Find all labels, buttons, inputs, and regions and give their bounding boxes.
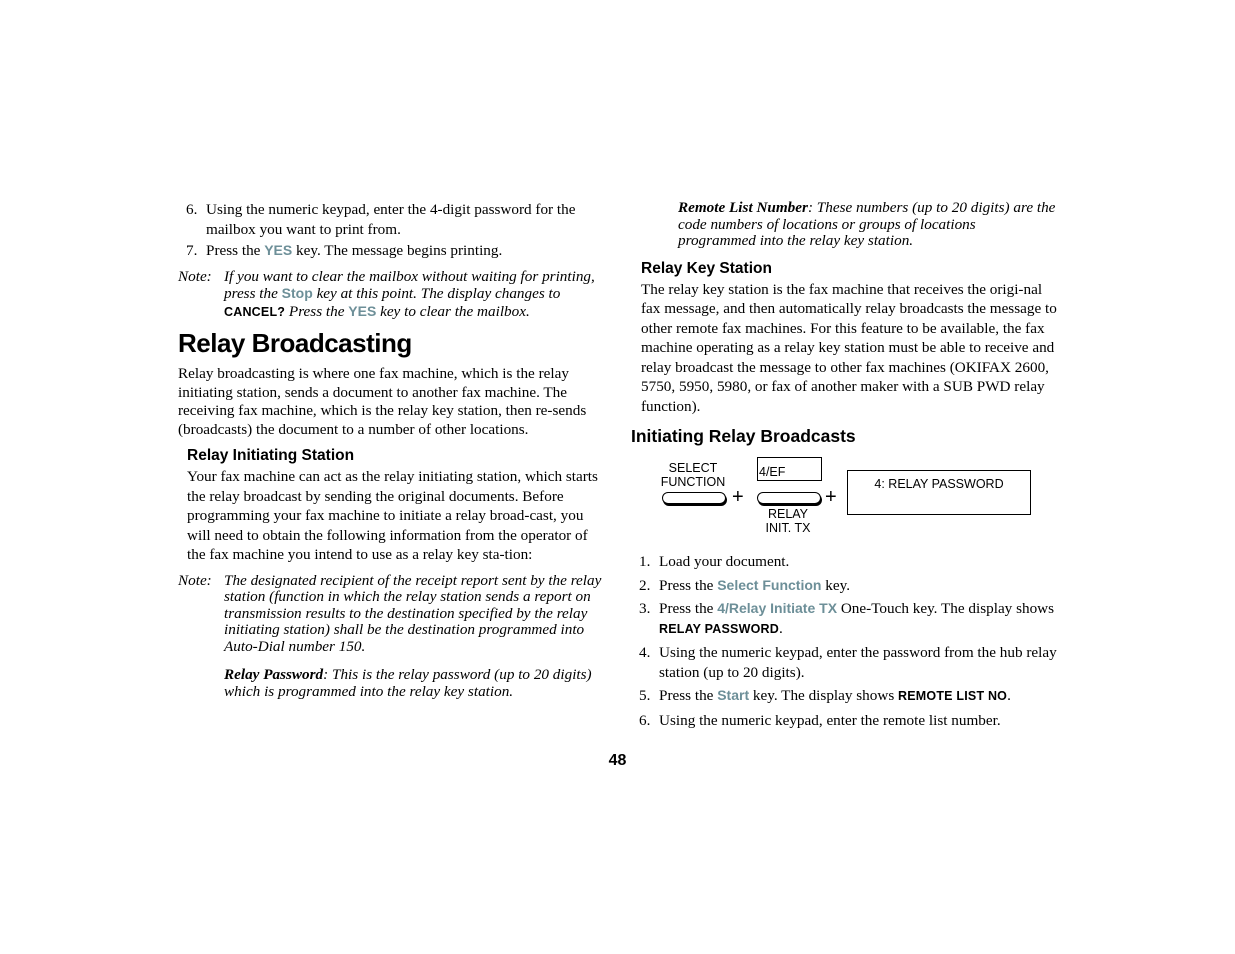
subsection-paragraph: Your fax machine can act as the relay initiating station, which starts the relay broadcast by sending the original documents. Before programming your fax machine to initiate a relay broad-cast, you will need to obtain the following information from the operator of the fax machine you intend to use as a relay key sta-tion: — [187, 468, 598, 563]
step-text: Using the numeric keypad, enter the remote list number. — [659, 711, 1001, 729]
initiating-steps — [631, 552, 1057, 730]
label-line: INIT. TX — [765, 521, 811, 535]
note-text: Press the — [288, 302, 345, 320]
step-text: Press the — [659, 576, 714, 594]
plus-sign: + — [732, 486, 744, 508]
step-number: 6. — [639, 711, 651, 729]
step-text: One-Touch key. The display shows — [840, 600, 1055, 617]
right-column — [631, 200, 1057, 730]
step-number: 3. — [639, 600, 651, 617]
list-item — [631, 576, 1057, 596]
step-text: Press the — [659, 687, 714, 704]
section-title: Relay Broadcasting — [178, 328, 412, 358]
note-text: key at this point. The display changes to — [316, 285, 561, 302]
note-text: key to clear the mailbox. — [380, 302, 530, 320]
list-item — [178, 241, 606, 261]
display-text: 4: RELAY PASSWORD — [874, 477, 1004, 491]
label-line: FUNCTION — [660, 475, 726, 489]
yes-key-label: YES — [348, 302, 377, 319]
list-item — [178, 200, 606, 239]
step-number: 4. — [639, 644, 651, 661]
term: Relay Password — [224, 666, 324, 683]
page-number: 48 — [608, 752, 627, 769]
term: Remote List Number — [678, 199, 808, 216]
list-item — [631, 643, 1057, 682]
step-list-continued — [178, 200, 606, 261]
step-text: Using the numeric keypad, enter the password from the hub relay station (up to 20 digits). — [659, 644, 1057, 681]
punctuation: . — [778, 619, 783, 637]
subsection-paragraph: The relay key station is the fax machine that receives the origi-nal fax message, and then automatically relay broadcasts the message to other remote fax machines. For this feature to be available, the fax machine operating as a relay key station must be able to receive and relay broadcast the message to other fax machines (OKIFAX 2600, 5750, 5950, 5980, or fax of another maker with a SUB PWD relay function). — [641, 280, 1057, 415]
relay-initiate-key-label: 4/Relay Initiate TX — [717, 600, 838, 616]
display-remote-list: REMOTE LIST NO — [898, 689, 1008, 703]
list-item — [631, 711, 1057, 731]
relay-init-label — [752, 507, 824, 535]
step-number: 2. — [639, 576, 651, 594]
step-number: 6. — [186, 201, 198, 218]
definition-text: : This is the relay password (up to 20 digits) which is programmed into the relay key station. — [224, 666, 592, 700]
step-number: 1. — [639, 553, 651, 570]
definition-text: : These numbers (up to 20 digits) are the code numbers of locations or groups of locations programmed into the relay key station. — [678, 199, 1056, 249]
relay-initiating-section — [187, 447, 606, 565]
note-label: Note: — [178, 571, 212, 589]
select-function-key-label: Select Function — [717, 576, 822, 593]
relay-key-section — [641, 260, 1057, 417]
remote-list-number-definition — [678, 200, 1057, 250]
left-column — [178, 200, 606, 700]
section-title: Initiating Relay Broadcasts — [631, 426, 856, 446]
plus-sign: + — [825, 486, 837, 508]
punctuation: . — [1007, 687, 1011, 704]
one-touch-tag: 4/EF — [757, 457, 822, 481]
list-item — [631, 686, 1057, 707]
step-text: Load your document. — [659, 553, 790, 570]
subsection-title: Relay Key Station — [641, 259, 772, 277]
display-cancel: CANCEL? — [224, 304, 286, 319]
step-text: key. The display shows — [752, 687, 895, 704]
select-function-label — [657, 461, 729, 489]
step-text: key. The message begins printing. — [296, 242, 503, 259]
step-text: Using the numeric keypad, enter the 4-digit password for the mailbox you want to print from. — [206, 201, 576, 238]
label-line: RELAY — [767, 507, 809, 521]
note-text: If you want to clear the mailbox without waiting for printing, press the — [224, 267, 595, 302]
note-clear-mailbox — [178, 269, 606, 321]
step-text: key. — [825, 576, 850, 594]
subsection-title: Relay Initiating Station — [187, 447, 355, 464]
stop-key-label: Stop — [281, 285, 313, 301]
select-function-key — [662, 492, 726, 504]
start-key-label: Start — [717, 687, 750, 703]
step-text: Press the — [206, 242, 261, 259]
step-number: 5. — [639, 687, 651, 704]
relay-init-key — [757, 492, 821, 504]
relay-password-definition — [224, 667, 606, 700]
list-item — [631, 552, 1057, 572]
note-label: Note: — [178, 267, 212, 285]
note-receipt-report — [178, 573, 606, 701]
display-relay-password: RELAY PASSWORD — [659, 621, 779, 636]
keypress-figure — [631, 457, 1057, 537]
list-item — [631, 599, 1057, 639]
yes-key-label: YES — [264, 242, 293, 258]
note-text: The designated recipient of the receipt report sent by the relay station (function in which the relay station sends a report on transmission results to the destination specified by the relay initiating station) shall be the destination programmed into Auto-Dial number 150. — [224, 571, 602, 655]
step-text: Press the — [659, 600, 714, 617]
step-number: 7. — [186, 242, 198, 259]
intro-paragraph: Relay broadcasting is where one fax machine, which is the relay initiating station, sends a document to another fax machine. The receiving fax machine, which is the relay key station, then re-sends (broadcasts) the document to a number of other locations. — [178, 365, 587, 438]
lcd-display — [847, 470, 1031, 515]
label-line: SELECT — [668, 461, 718, 475]
